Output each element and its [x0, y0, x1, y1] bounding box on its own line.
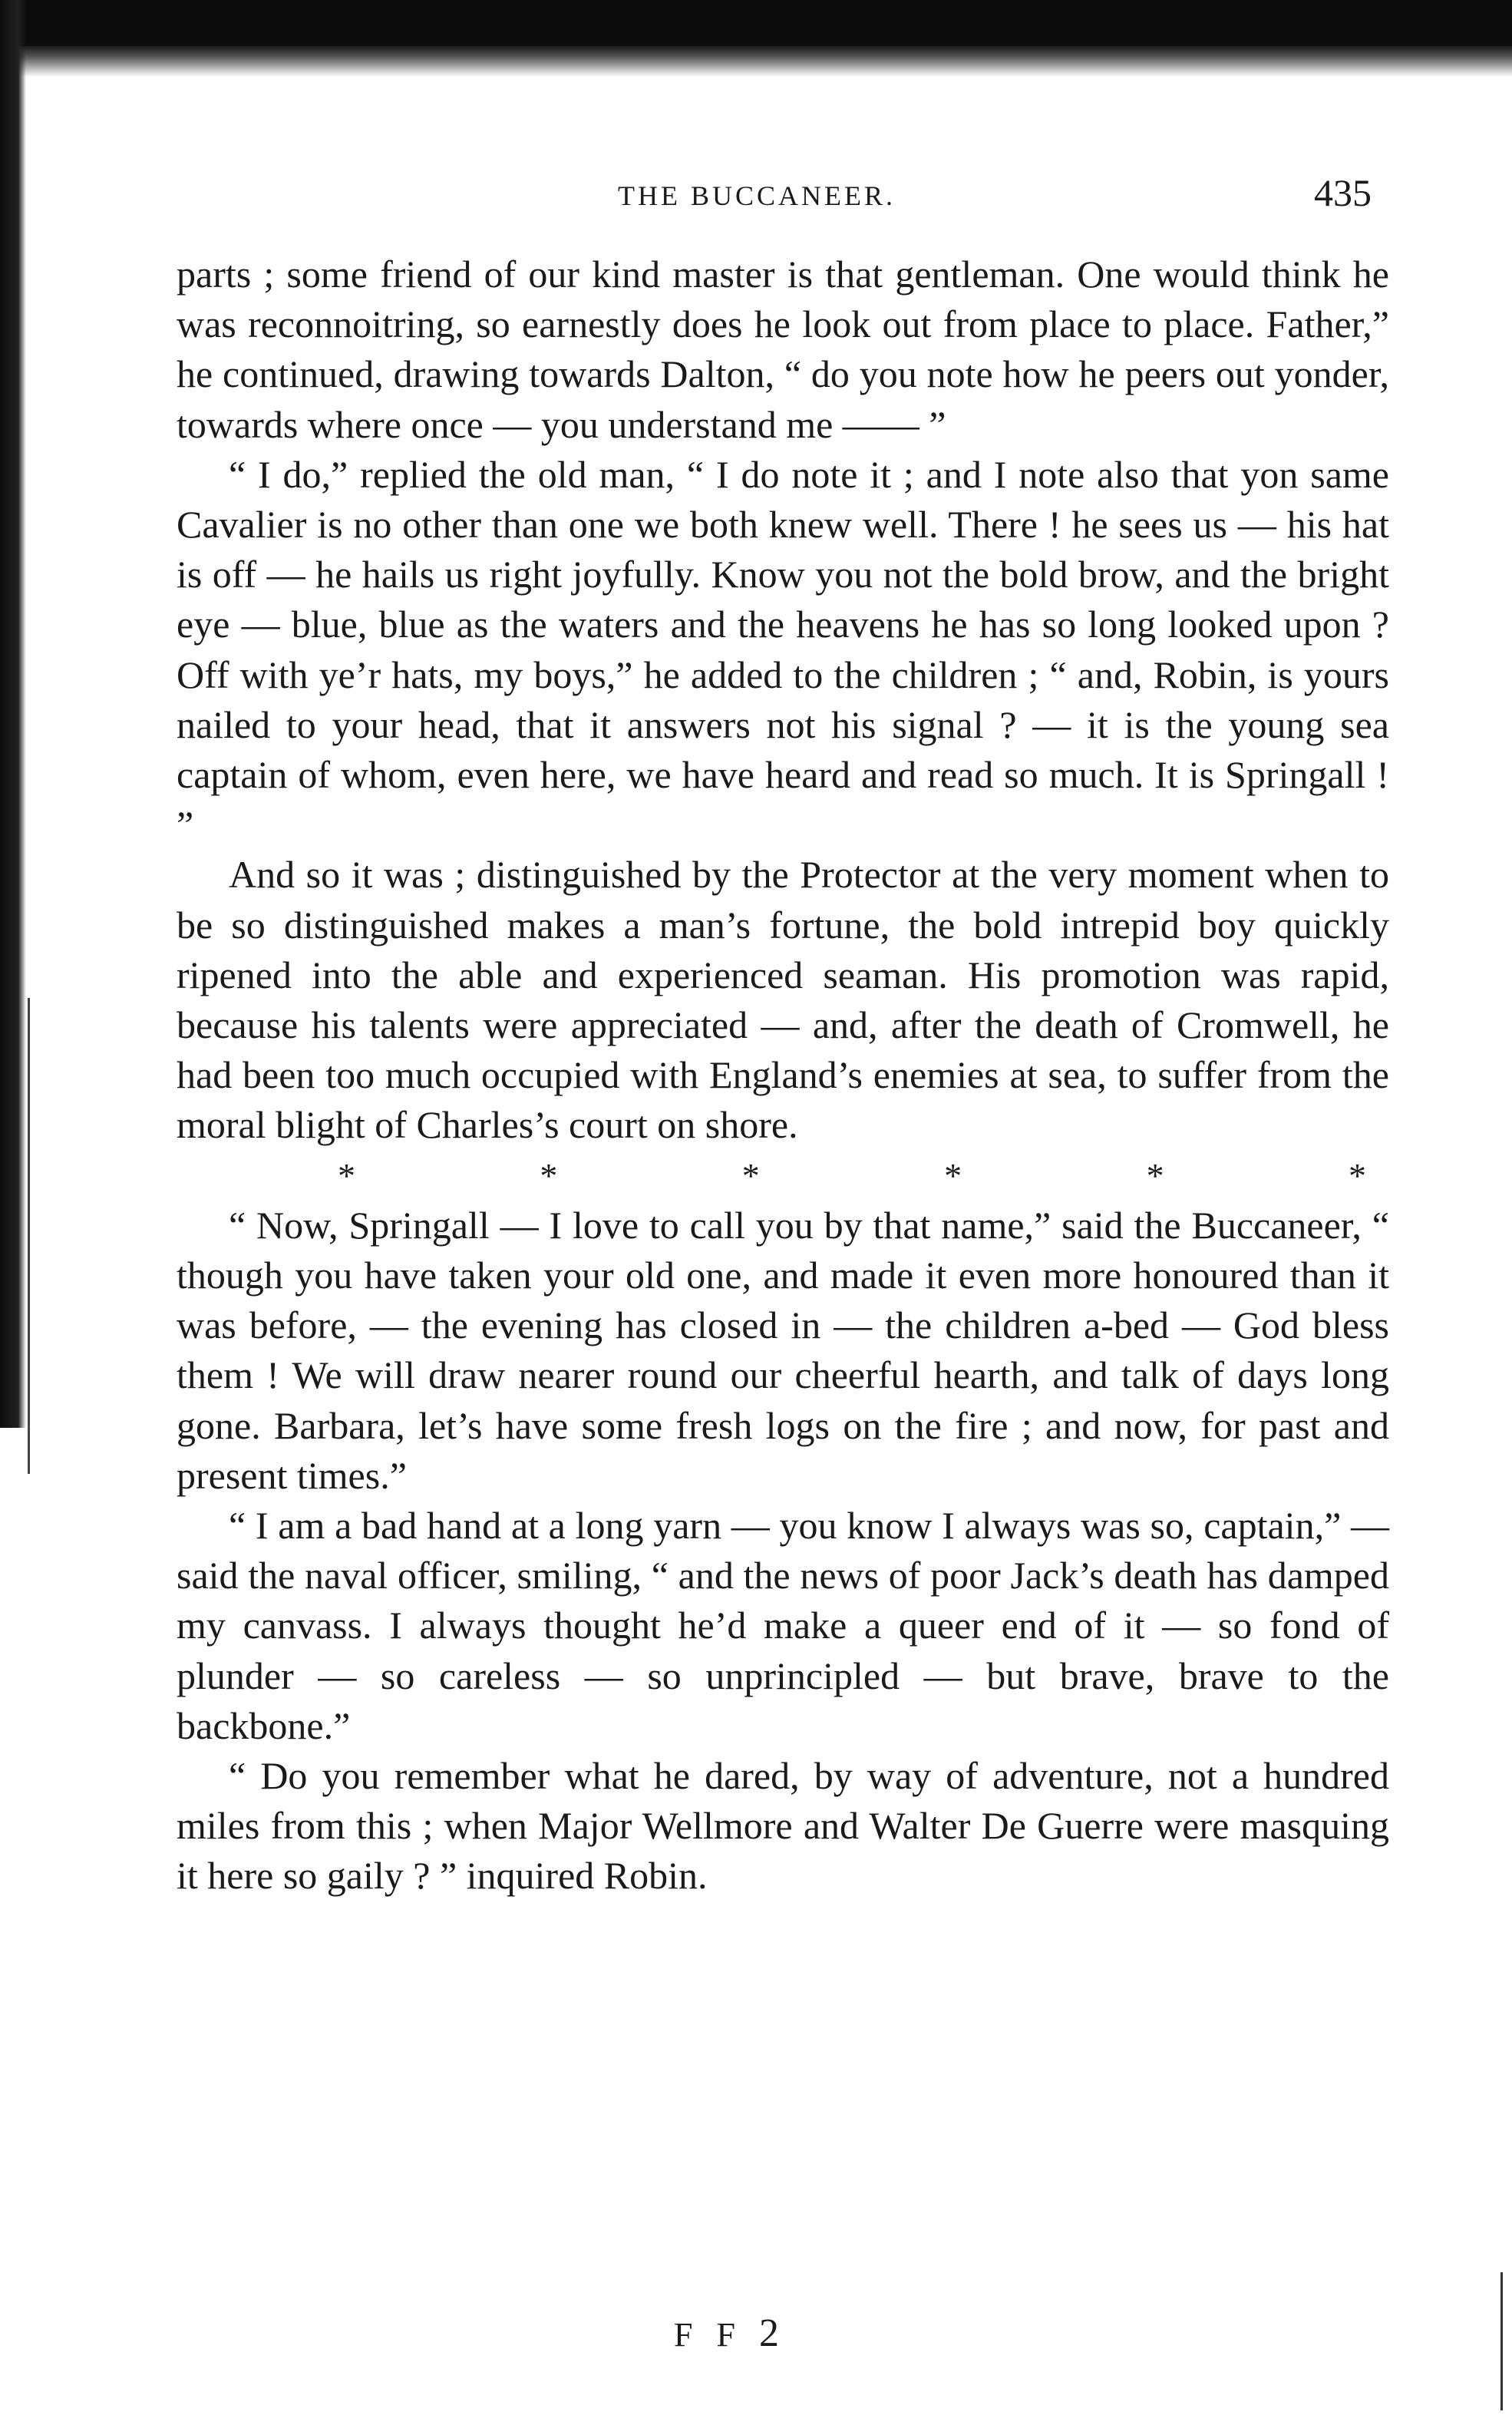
- section-break-asterisk: *: [540, 1155, 558, 1195]
- paragraph-3: And so it was ; distinguished by the Protector at the very moment when to be so distinguished makes a man’s fortune, the bold intrepid boy quickly ripened into the able and experienced seaman. His promotion was rapid, because his talents were appreciated — and, after the death of Cromwell, he had been too much occupied with England’s enemies at sea, to suffer from the moral blight of Charles’s court on shore.: [177, 853, 1389, 1147]
- section-break-asterisk: *: [741, 1155, 760, 1195]
- signature-mark: [674, 2311, 779, 2356]
- scan-left-margin-line: [28, 998, 30, 1474]
- section-break-asterisk: *: [1146, 1155, 1164, 1195]
- paragraph-2: “ I do,” replied the old man, “ I do note it ; and I note also that yon same Cavalier is no other than one we both knew well. There ! he sees us — his hat is off — he hails us right joyfully. Know you not the bold brow, and the bright eye — blue, blue as the waters and the heavens he has so long looked upon ? Off with ye’r hats, my boys,” he added to the children ; “ and, Robin, is yours nailed to your head, that it answers not his signal ? — it is the young sea captain of whom, even here, we have heard and read so much. It is Springall ! ”: [177, 452, 1389, 847]
- signature-number: 2: [758, 2311, 779, 2355]
- section-break-asterisk: *: [1348, 1155, 1366, 1195]
- paragraph-6: “ Do you remember what he dared, by way of adventure, not a hundred miles from this ; when Major Wellmore and Walter De Guerre were masquing it here so gaily ? ” inquired Robin.: [177, 1754, 1389, 1898]
- running-head: [0, 170, 1512, 224]
- section-break-asterisk: *: [338, 1155, 355, 1195]
- scan-top-border: [0, 0, 1512, 46]
- signature-letters: F F: [674, 2316, 743, 2354]
- scan-right-margin-line: [1500, 2272, 1503, 2410]
- section-break: [177, 1151, 1389, 1201]
- section-break-asterisk: *: [944, 1155, 962, 1195]
- running-title: THE BUCCANEER.: [618, 180, 896, 211]
- scan-top-border-edge: [0, 46, 1512, 77]
- paragraph-5: “ I am a bad hand at a long yarn — you know I always was so, captain,” — said the naval officer, smiling, “ and the news of poor Jack’s death has damped my canvass. I always thought he’d make a queer end of it — so fond of plunder — so careless — so unprincipled — but brave, brave to the backbone.”: [177, 1504, 1389, 1747]
- body-text: [177, 249, 1389, 1901]
- page-number: 435: [1314, 171, 1372, 214]
- paragraph-4: “ Now, Springall — I love to call you by that name,” said the Buccaneer, “ though you have taken your old one, and made it even more honoured than it was before, — the evening has closed in — the children a-bed — God bless them ! We will draw nearer round our cheerful hearth, and talk of days long gone. Barbara, let’s have some fresh logs on the fire ; and now, for past and present times.”: [177, 1203, 1389, 1497]
- paragraph-1: parts ; some friend of our kind master is that gentleman. One would think he was reconnoitring, so earnestly does he look out from place to place. Father,” he continued, drawing towards Dalton, “ do you note how he peers out yonder, towards where once — you understand me —— ”: [177, 253, 1389, 446]
